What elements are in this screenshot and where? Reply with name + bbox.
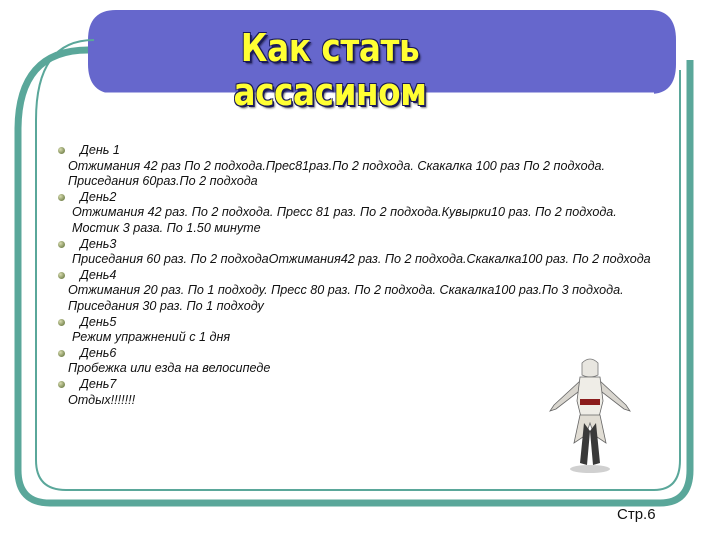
day-label: День2	[80, 189, 117, 204]
list-item	[58, 190, 658, 206]
day-description: Отжимания 42 раз По 2 подхода.Прес81раз.По 2 подхода. Скакалка 100 раз По 2 подхода. Приседания 60раз.По 2 подхода	[68, 158, 606, 189]
day-description: Отжимания 42 раз. По 2 подхода. Пресс 81 раз. По 2 подхода.Кувырки10 раз. По 2 подхода. Мостик 3 раза. По 1.50 минуте	[72, 205, 617, 235]
day-description: Отдых!!!!!!!	[68, 392, 136, 407]
list-item	[58, 143, 658, 159]
day-label: День3	[80, 236, 117, 251]
bullet-icon	[58, 147, 65, 154]
list-item	[58, 268, 658, 284]
day-description: Приседания 60 раз. По 2 подходаОтжимания42 раз. По 2 подхода.Скакалка100 раз. По 2 подхода	[72, 252, 651, 267]
day-label: День4	[80, 267, 117, 282]
slide-title: Как стать ассасином	[233, 26, 427, 114]
bullet-icon	[58, 350, 65, 357]
bullet-icon	[58, 194, 65, 201]
bullet-icon	[58, 241, 65, 248]
assassin-figure-icon	[540, 355, 640, 475]
day-label: День7	[80, 376, 117, 391]
day-description: Режим упражнений с 1 дня	[72, 330, 231, 345]
list-item	[58, 237, 658, 253]
bullet-icon	[58, 319, 65, 326]
bullet-icon	[58, 381, 65, 388]
page-number: Стр.6	[617, 506, 656, 523]
list-item	[58, 315, 658, 331]
day-description: Отжимания 20 раз. По 1 подходу. Пресс 80 раз. По 2 подхода. Скакалка100 раз.По 3 подхода. Приседания 30 раз. По 1 подходу	[68, 283, 624, 313]
day-label: День6	[80, 345, 117, 360]
day-label: День 1	[80, 143, 120, 157]
bullet-icon	[58, 272, 65, 279]
day-label: День5	[80, 314, 117, 329]
day-description: Пробежка или езда на велосипеде	[68, 361, 271, 376]
